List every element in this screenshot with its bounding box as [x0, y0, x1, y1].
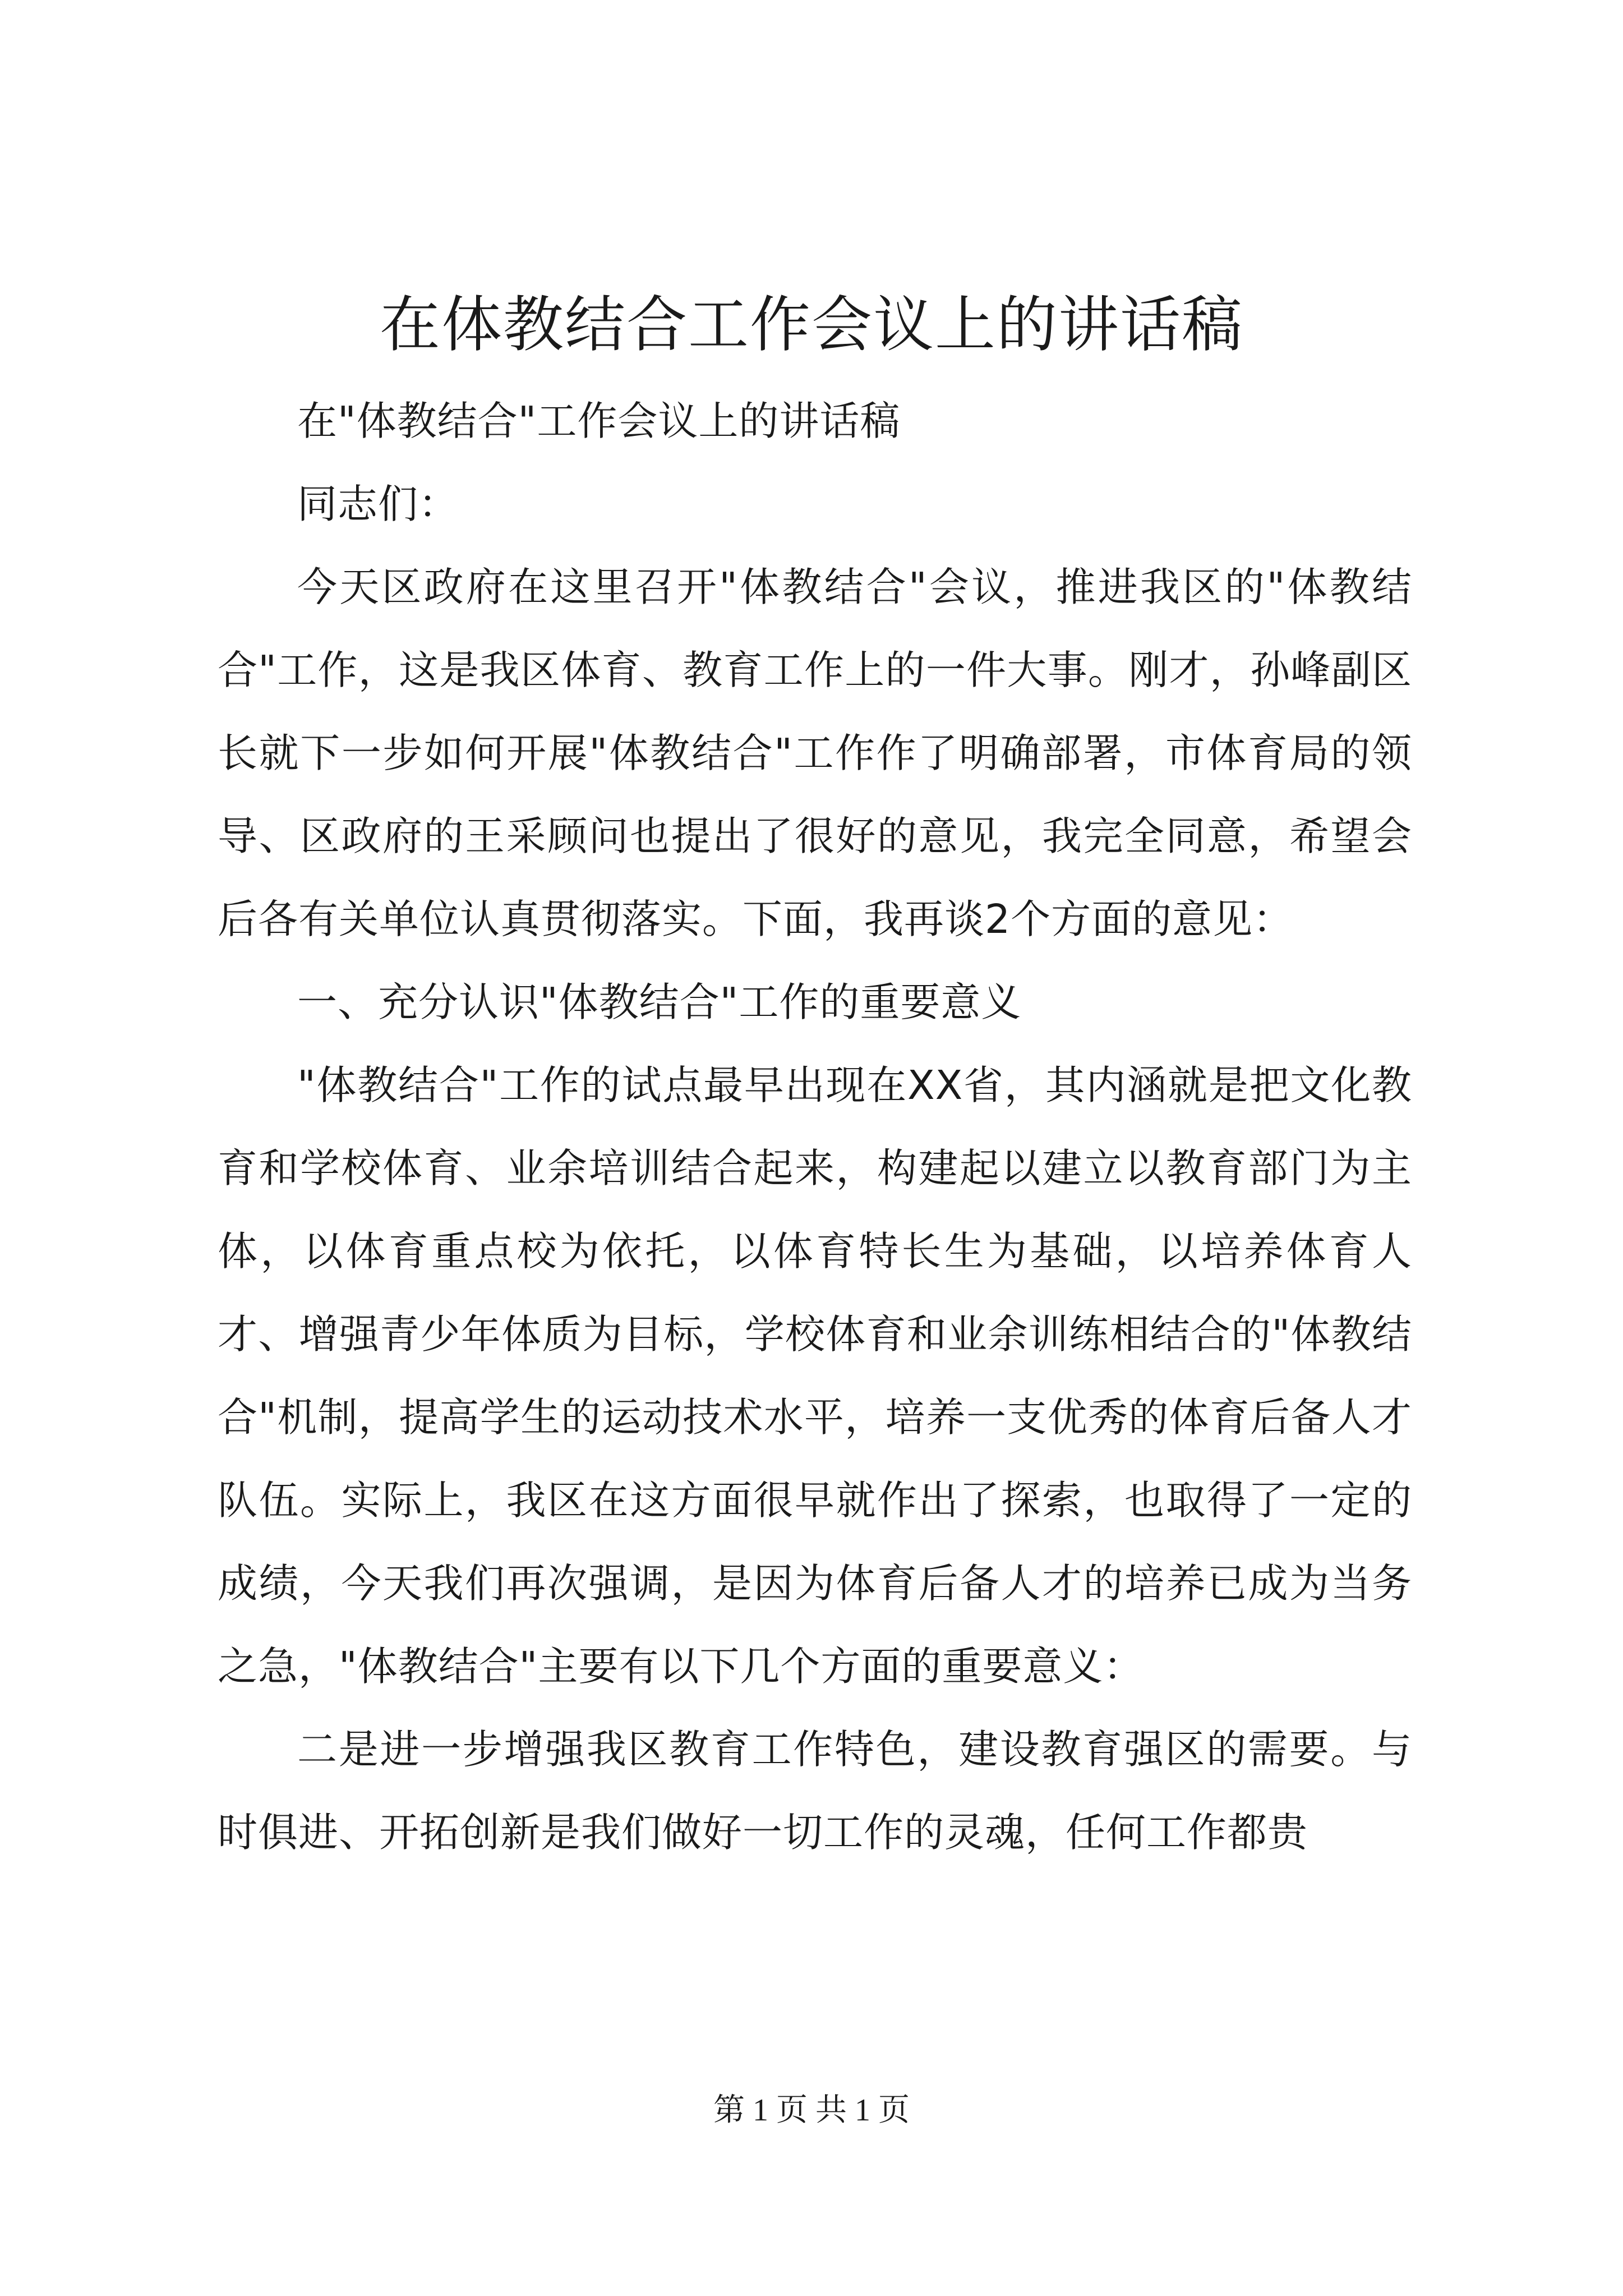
document-title: 在体教结合工作会议上的讲话稿: [379, 290, 1243, 360]
body-paragraph: "体教结合"工作的试点最早出现在XX省，其内涵就是把文化教育和学校体育、业余培训结合起来，构建起以建立以教育部门为主体，以体育重点校为依托，以体育特长生为基础，以培养体育人才、增强青少年体质为目标，学校体育和业余训练相结合的"体教结合"机制，提高学生的运动技术水平，培养一支优秀的体育后备人才队伍。实际上，我区在这方面很早就作出了探索，也取得了一定的成绩，今天我们再次强调，是因为体育后备人才的培养已成为当务之急，"体教结合"主要有以下几个方面的重要意义：: [218, 1062, 1412, 1690]
subtitle-paragraph: 在"体教结合"工作会议上的讲话稿: [297, 398, 901, 444]
salutation-paragraph: 同志们：: [297, 481, 459, 527]
body-paragraph: 二是进一步增强我区教育工作特色，建设教育强区的需要。与时俱进、开拓创新是我们做好一切工作的灵魂，任何工作都贵: [218, 1726, 1412, 1856]
document-body: [218, 380, 1412, 1874]
page-number-footer: 第 1 页 共 1 页: [713, 2093, 910, 2128]
section-heading: 一、充分认识"体教结合"工作的重要意义: [297, 979, 1022, 1025]
body-paragraph: 今天区政府在这里召开"体教结合"会议，推进我区的"体教结合"工作，这是我区体育、教育工作上的一件大事。刚才，孙峰副区长就下一步如何开展"体教结合"工作作了明确部署，市体育局的领导、区政府的王采顾问也提出了很好的意见，我完全同意，希望会后各有关单位认真贯彻落实。下面，我再谈2个方面的意见：: [218, 564, 1412, 942]
